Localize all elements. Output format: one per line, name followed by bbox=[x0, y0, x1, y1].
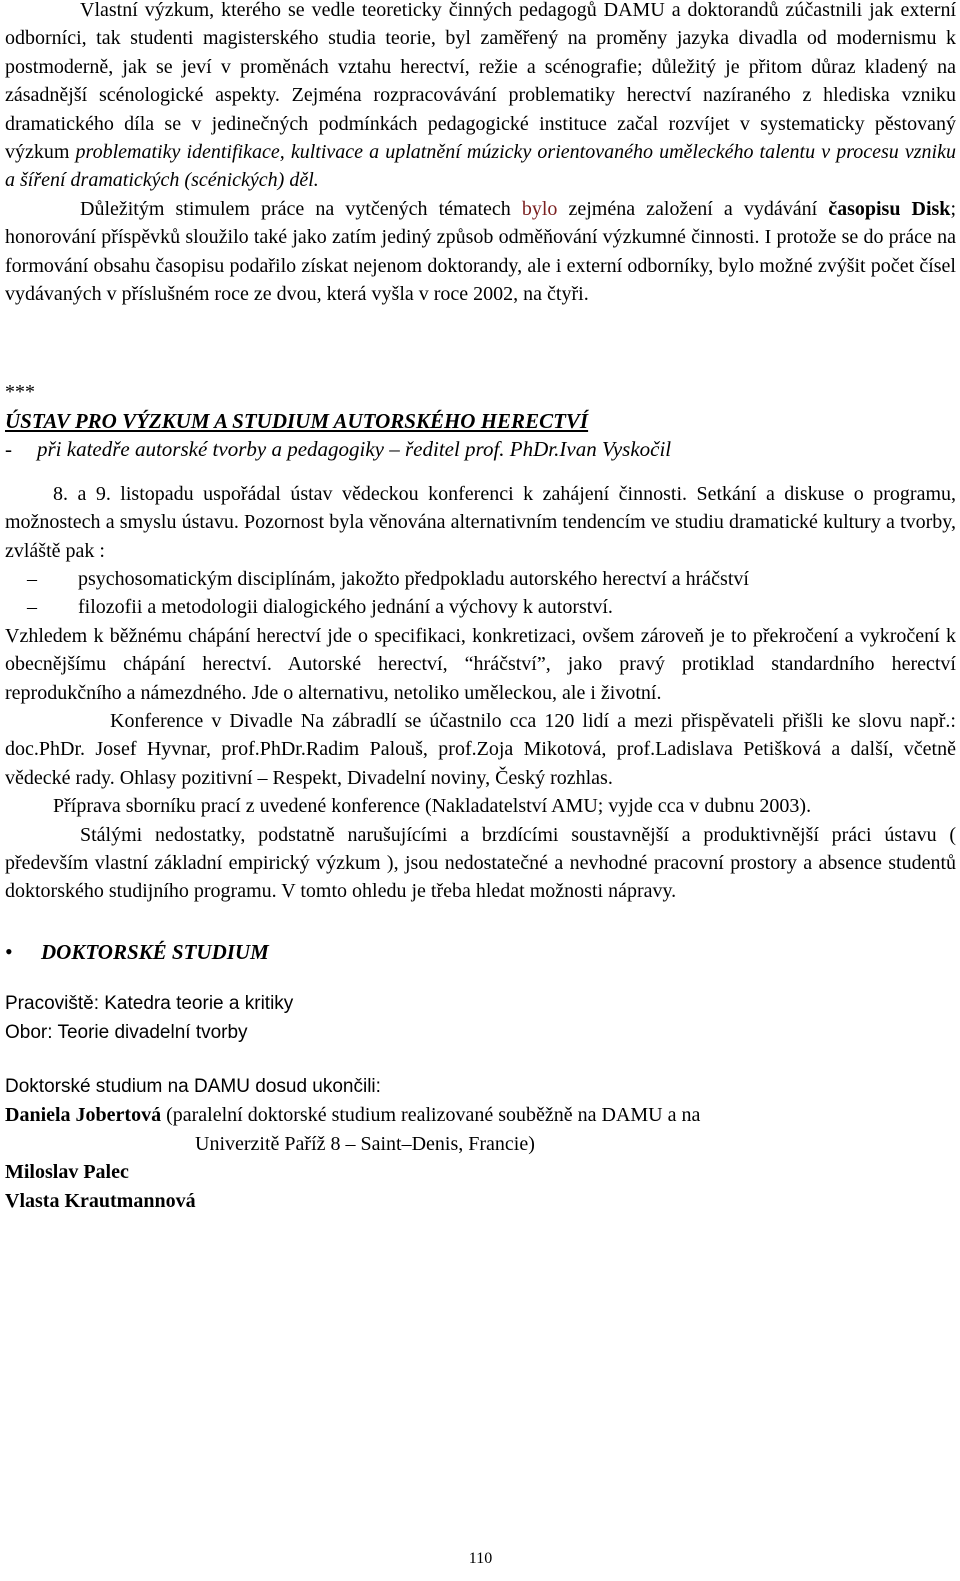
paragraph-proceedings: Příprava sborníku prací z uvedené konference (Nakladatelství AMU; vyjde cca v dubnu 2003). bbox=[53, 795, 812, 818]
dash-item-text: filozofii a metodologii dialogického jednání a výchovy k autorství. bbox=[78, 596, 613, 619]
bullet-icon: • bbox=[5, 938, 13, 964]
document-page bbox=[5, 0, 956, 1581]
paragraph-conference-intro: 8. a 9. listopadu uspořádal ústav vědeckou konferenci k zahájení činnosti. Setkání a diskuse o programu, možnostech a smyslu ústavu. Pozornost byla věnována alternativním tendencím ve studiu dramatické kultury a tvorby, zvláště pak : bbox=[5, 482, 956, 562]
paragraph-shortcomings: Stálými nedostatky, podstatně narušujícími a brzdícími soustavnější a produktivnější práci ústavu ( především vlastní základní empirický výzkum ), jsou nedostatečné a nevhodné pracovní prostory a absence studentů doktorského studijního programu. V tomto ohledu je třeba hledat možnosti nápravy. bbox=[5, 823, 956, 903]
subtitle-dash: - bbox=[5, 437, 12, 462]
dash-marker: – bbox=[27, 596, 37, 619]
graduate-name: Miloslav Palec bbox=[5, 1161, 129, 1184]
graduate-note-continuation: Univerzitě Paříž 8 – Saint–Denis, Francie) bbox=[195, 1132, 535, 1155]
completed-intro: Doktorské studium na DAMU dosud ukončili: bbox=[5, 1076, 381, 1097]
dash-list-item bbox=[5, 593, 956, 621]
graduate-note: (paralelní doktorské studium realizované souběžně na DAMU a na bbox=[161, 1104, 701, 1127]
field-line: Obor: Teorie divadelní tvorby bbox=[5, 1021, 248, 1043]
research-text: Vlastní výzkum, kterého se vedle teoreticky činných pedagogů DAMU a doktorandů zúčastnili jak externí odborníci, tak studenti magisterského studia teorie, byl zaměřený na proměny jazyka divadla od modernismu k postmoderně, jak se jeví v proměnách vztahu herectví, režie a scénografie; důležitý je přitom důraz kladený na zásadnější scénologické aspekty. Zejména rozpracovávání problematiky herectví nazíraného z hlediska vzniku dramatického díla se v jedinečných podmínkách pedagogické instituce začal rozvíjet v systematicky pěstovaný výzkum bbox=[5, 0, 956, 164]
dash-list-item bbox=[5, 565, 956, 593]
graduate-name: Daniela Jobertová bbox=[5, 1104, 162, 1127]
page-number: 110 bbox=[468, 1550, 493, 1567]
institute-heading: ÚSTAV PRO VÝZKUM A STUDIUM AUTORSKÉHO HERECTVÍ bbox=[5, 408, 589, 433]
disk-text-c: zejména založení a vydávání bbox=[557, 197, 829, 220]
paragraph-disk bbox=[5, 195, 956, 309]
disk-text-a: Důležitým stimulem práce na vytčených tématech bbox=[80, 197, 522, 220]
research-italic-text: problematiky identifikace, kultivace a uplatnění múzicky orientovaného uměleckého talentu v procesu vzniku a šíření dramatických (scénických) děl. bbox=[5, 141, 956, 192]
dash-marker: – bbox=[27, 567, 37, 590]
workplace-line: Pracoviště: Katedra teorie a kritiky bbox=[5, 993, 294, 1015]
subtitle-text: při katedře autorské tvorby a pedagogiky – ředitel prof. PhDr.Ivan Vyskočil bbox=[37, 437, 672, 462]
institute-subtitle bbox=[5, 435, 956, 463]
dash-item-text: psychosomatickým disciplínám, jakožto předpokladu autorského herectví a hráčství bbox=[78, 567, 749, 590]
section-separator: *** bbox=[5, 381, 35, 404]
disk-text-e: ; honorování příspěvků sloužilo také jako zatím jediný způsob odměňování výzkumné činnosti. I protože se do práce na formování obsahu časopisu podařilo získat nejenom doktorandy, ale i externí odborníky, bylo možné zvýšit počet čísel vydávaných v příslušném roce ze dvou, která vyšla v roce 2002, na čtyři. bbox=[5, 197, 956, 306]
doctoral-section-heading bbox=[5, 938, 956, 966]
paragraph-research bbox=[5, 0, 956, 195]
doctoral-title: DOKTORSKÉ STUDIUM bbox=[41, 939, 269, 964]
graduate-entry bbox=[5, 1101, 956, 1129]
paragraph-authorial-acting: Vzhledem k běžnému chápání herectví jde o specifikaci, konkretizaci, ovšem zároveň je to překročení a vykročení k obecnějšímu chápání herectví. Autorské herectví, “hráčství”, jako pravý protiklad standardního herectví reprodukčního a námezdného. Jde o alternativu, netoliko uměleckou, ale i životní. bbox=[5, 624, 956, 704]
graduate-name: Vlasta Krautmannová bbox=[5, 1189, 196, 1212]
paragraph-conference-participants: Konference v Divadle Na zábradlí se účastnilo cca 120 lidí a mezi přispěvateli přišli ke slovu např.: doc.PhDr. Josef Hyvnar, prof.PhDr.Radim Palouš, prof.Zoja Mikotová, prof.Ladislava Petišková a další, včetně vědecké rady. Ohlasy pozitivní – Respekt, Divadelní noviny, Český rozhlas. bbox=[5, 709, 956, 789]
disk-journal-name: časopisu Disk bbox=[828, 197, 951, 220]
disk-highlight-word: bylo bbox=[521, 197, 558, 220]
